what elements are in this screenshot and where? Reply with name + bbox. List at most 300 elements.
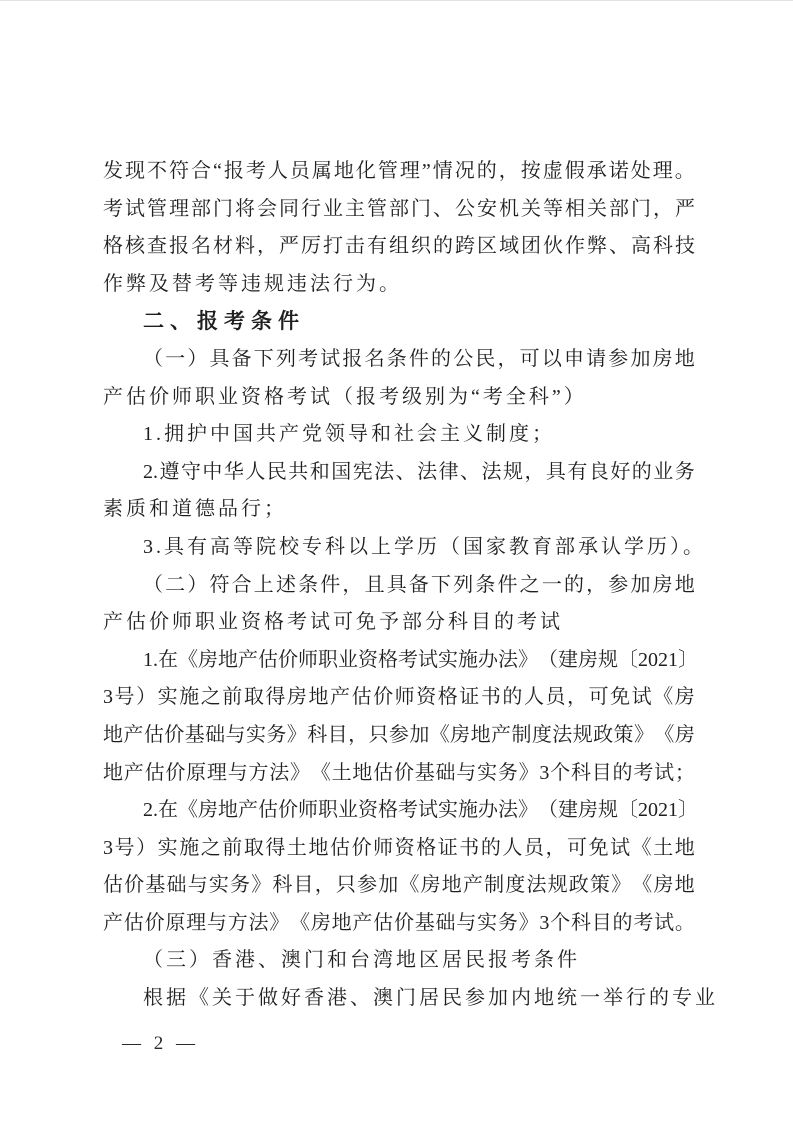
- text-token: 制: [484, 874, 505, 897]
- text-token: 价: [278, 799, 298, 822]
- text-token: 且: [364, 573, 385, 596]
- text-token: 施: [458, 648, 478, 671]
- text-token: 条: [475, 573, 496, 596]
- text-token: ）: [187, 573, 208, 596]
- text-token: 地: [218, 799, 238, 822]
- text-line: 3.具有高等院校专科以上学历（国家教育部承认学历）。: [143, 535, 706, 558]
- text-token: 科: [272, 874, 293, 897]
- text-token: 2.: [143, 799, 158, 822]
- text-token: 规: [572, 723, 593, 746]
- text-token: 施: [179, 686, 200, 709]
- text-token: 础: [205, 723, 226, 746]
- text-token: 取: [243, 686, 264, 709]
- text-token: 房: [420, 874, 441, 897]
- text-token: 产: [330, 686, 351, 709]
- text-token: 的: [612, 761, 633, 784]
- text-token: 土: [331, 761, 352, 784]
- text-token: 办: [478, 799, 498, 822]
- text-token: 合: [231, 573, 252, 596]
- text-token: 况: [454, 160, 475, 182]
- text-token: 《: [429, 723, 450, 746]
- text-token: 只: [335, 874, 356, 897]
- text-line: 产估价师职业资格考试（报考级别为“考全科”）: [103, 385, 587, 408]
- text-token: 核: [125, 235, 145, 258]
- text-line: 产估价师职业资格考试可免予部分科目的考试: [103, 611, 563, 634]
- text-token: 试: [418, 799, 438, 822]
- text-token: ，: [498, 160, 519, 182]
- text-token: 具: [545, 460, 566, 483]
- text-token: 号: [114, 686, 135, 709]
- text-token: 部: [609, 197, 629, 220]
- text-token: 情: [432, 160, 453, 182]
- text-token: 承: [586, 160, 607, 182]
- text-token: 估: [258, 799, 278, 822]
- text-token: 资: [358, 648, 378, 671]
- text-token: 策: [613, 723, 634, 746]
- text-token: 加: [378, 874, 399, 897]
- text-token: 门: [631, 197, 651, 220]
- text-token: 务: [497, 761, 518, 784]
- text-token: 职: [318, 648, 338, 671]
- text-token: 与: [456, 911, 477, 934]
- text-token: 证: [459, 686, 480, 709]
- text-token: 《: [178, 799, 198, 822]
- text-token: 试: [654, 761, 675, 784]
- text-token: 、: [433, 197, 453, 220]
- text-token: 房: [652, 573, 673, 596]
- text-token: 房: [578, 799, 598, 822]
- text-token: ”: [421, 160, 431, 182]
- text-token: 与: [456, 761, 477, 784]
- text-token: 法: [417, 460, 438, 483]
- page-number: — 2 —: [122, 1033, 199, 1054]
- text-token: 技: [675, 235, 695, 258]
- text-token: 产: [103, 911, 123, 934]
- text-token: 书: [459, 836, 480, 859]
- text-token: 《: [399, 874, 420, 897]
- text-token: 2.: [143, 460, 158, 483]
- text-token: 可: [567, 836, 588, 859]
- text-token: 房: [310, 911, 331, 934]
- text-token: 资: [394, 836, 415, 859]
- text-token: 资: [358, 799, 378, 822]
- text-token: 材: [213, 235, 233, 258]
- text-token: 共: [288, 460, 309, 483]
- text-token: 遵: [159, 460, 180, 483]
- text-token: 符: [209, 573, 230, 596]
- text-token: 地: [674, 874, 695, 897]
- text-token: 之: [200, 836, 221, 859]
- text-token: 员: [545, 686, 566, 709]
- text-token: ，: [545, 836, 566, 859]
- text-token: 可: [588, 686, 609, 709]
- text-token: 地: [331, 911, 352, 934]
- text-token: （: [538, 648, 558, 671]
- text-token: 规: [598, 799, 618, 822]
- text-token: 科: [307, 723, 328, 746]
- text-token: 员: [289, 160, 310, 182]
- text-token: 。: [674, 160, 695, 182]
- text-token: 务: [230, 874, 251, 897]
- text-token: 格: [437, 686, 458, 709]
- text-token: 《: [653, 686, 674, 709]
- text-token: 估: [330, 836, 351, 859]
- text-token: 》: [518, 761, 539, 784]
- text-token: 证: [437, 836, 458, 859]
- text-token: 产: [352, 911, 373, 934]
- text-token: 机: [499, 197, 519, 220]
- text-line: 二、报考条件: [143, 310, 305, 334]
- text-token: 策: [589, 874, 610, 897]
- text-token: 础: [435, 911, 456, 934]
- text-token: 不: [147, 160, 167, 182]
- text-line: 素质和道德品行；: [103, 498, 287, 521]
- text-token: 《: [178, 648, 198, 671]
- text-token: 区: [477, 235, 497, 258]
- text-token: 参: [608, 347, 629, 370]
- text-token: 员: [523, 836, 544, 859]
- text-token: 国: [331, 460, 352, 483]
- text-token: 人: [245, 460, 266, 483]
- text-token: 》: [518, 648, 538, 671]
- text-token: 》: [269, 911, 290, 934]
- text-line: [103, 679, 695, 717]
- text-token: 团: [521, 235, 541, 258]
- text-token: 。: [674, 911, 695, 934]
- text-token: 同: [279, 197, 299, 220]
- text-line: [103, 341, 695, 379]
- text-token: 理: [206, 761, 227, 784]
- text-token: 师: [373, 836, 394, 859]
- text-token: 列: [275, 347, 296, 370]
- text-token: 房: [286, 686, 307, 709]
- text-line: [103, 228, 695, 266]
- text-line: [103, 830, 695, 868]
- text-token: 价: [393, 761, 414, 784]
- text-token: 法: [498, 648, 518, 671]
- text-token: 件: [497, 573, 518, 596]
- text-token: 与: [187, 874, 208, 897]
- text-token: 作: [565, 235, 585, 258]
- text-token: 公: [453, 347, 474, 370]
- text-token: 加: [630, 347, 651, 370]
- text-token: 估: [373, 761, 394, 784]
- text-token: 土: [653, 836, 674, 859]
- text-token: 等: [543, 197, 563, 220]
- text-token: 业: [323, 197, 343, 220]
- text-token: 名: [364, 347, 385, 370]
- text-token: 请: [586, 347, 607, 370]
- text-token: 参: [388, 723, 409, 746]
- text-token: 律: [438, 460, 459, 483]
- text-token: 基: [414, 761, 435, 784]
- text-token: 考: [633, 761, 654, 784]
- text-token: 价: [393, 911, 414, 934]
- text-token: 二: [165, 573, 186, 596]
- text-token: 民: [475, 347, 496, 370]
- text-token: 地: [674, 347, 695, 370]
- text-token: 》: [286, 723, 307, 746]
- text-token: 中: [202, 460, 223, 483]
- text-token: 试: [654, 911, 675, 934]
- text-token: 原: [165, 911, 186, 934]
- text-token: 格: [378, 648, 398, 671]
- text-token: 师: [298, 799, 318, 822]
- text-token: 管: [147, 197, 167, 220]
- text-token: 地: [103, 761, 123, 784]
- text-token: 务: [497, 911, 518, 934]
- text-token: 基: [414, 911, 435, 934]
- text-token: 试: [320, 347, 341, 370]
- text-token: 与: [225, 723, 246, 746]
- text-token: 考: [245, 160, 266, 182]
- text-token: 》: [611, 874, 632, 897]
- text-token: 目: [327, 723, 348, 746]
- text-token: ）: [136, 686, 157, 709]
- text-token: 考: [633, 911, 654, 934]
- text-token: 地: [333, 160, 354, 182]
- text-token: 房: [578, 648, 598, 671]
- text-token: 估: [103, 874, 123, 897]
- text-token: 关: [587, 197, 607, 220]
- text-token: 书: [480, 686, 501, 709]
- text-token: 度: [505, 874, 526, 897]
- text-token: 取: [243, 836, 264, 859]
- text-token: 》: [518, 799, 538, 822]
- text-token: 地: [352, 761, 373, 784]
- text-token: 实: [477, 761, 498, 784]
- text-token: 理: [169, 197, 189, 220]
- text-token: 房: [652, 347, 673, 370]
- text-token: 主: [345, 197, 365, 220]
- text-token: 的: [612, 911, 633, 934]
- text-token: 弊: [587, 235, 607, 258]
- text-token: 只: [368, 723, 389, 746]
- text-token: 前: [222, 686, 243, 709]
- text-token: 加: [630, 573, 651, 596]
- text-line: 1.拥护中国共产党领导和社会主义制度；: [143, 423, 555, 446]
- text-token: 的: [502, 686, 523, 709]
- text-line: [103, 191, 695, 229]
- text-token: 虚: [542, 160, 563, 182]
- text-token: 》: [518, 911, 539, 934]
- text-token: 、: [460, 460, 481, 483]
- text-token: 实: [208, 874, 229, 897]
- text-token: 目: [591, 761, 612, 784]
- text-token: 地: [308, 686, 329, 709]
- text-line: [103, 792, 698, 830]
- text-token: 法: [552, 723, 573, 746]
- text-token: 有: [567, 460, 588, 483]
- text-token: 度: [531, 723, 552, 746]
- text-token: 地: [103, 723, 123, 746]
- text-token: 理: [652, 160, 673, 182]
- text-token: 价: [278, 648, 298, 671]
- text-token: 考: [398, 648, 418, 671]
- text-token: 规: [547, 874, 568, 897]
- text-token: 件: [408, 347, 429, 370]
- text-token: 具: [209, 347, 230, 370]
- text-token: 价: [164, 723, 185, 746]
- text-token: 免: [610, 686, 631, 709]
- text-token: 产: [123, 761, 144, 784]
- text-token: 部: [191, 197, 211, 220]
- text-token: 伙: [543, 235, 563, 258]
- text-token: 建: [558, 799, 578, 822]
- text-token: 础: [166, 874, 187, 897]
- text-token: 域: [499, 235, 519, 258]
- text-token: 试: [631, 686, 652, 709]
- text-token: 格: [103, 235, 123, 258]
- text-token: 下: [431, 573, 452, 596]
- text-token: 组: [389, 235, 409, 258]
- text-token: 得: [265, 686, 286, 709]
- text-token: 建: [558, 648, 578, 671]
- text-token: 考: [398, 799, 418, 822]
- text-token: 的: [563, 573, 584, 596]
- text-token: 基: [145, 874, 166, 897]
- text-token: 之: [519, 573, 540, 596]
- text-token: 与: [227, 761, 248, 784]
- text-token: 务: [266, 723, 287, 746]
- text-token: 价: [165, 761, 186, 784]
- text-token: 、: [395, 460, 416, 483]
- text-token: 估: [373, 911, 394, 934]
- text-token: 2021: [638, 648, 678, 671]
- text-token: 方: [227, 911, 248, 934]
- text-token: 房: [674, 686, 695, 709]
- text-token: 法: [481, 460, 502, 483]
- text-token: 一: [165, 347, 186, 370]
- text-token: 科: [653, 235, 673, 258]
- text-token: 现: [125, 160, 145, 182]
- text-token: 考: [103, 197, 123, 220]
- text-token: ，: [653, 197, 673, 220]
- text-token: 1.: [143, 648, 158, 671]
- text-token: 击: [345, 235, 365, 258]
- text-token: 以: [541, 347, 562, 370]
- text-token: 行: [301, 197, 321, 220]
- text-token: 3: [539, 911, 550, 934]
- text-token: 参: [357, 874, 378, 897]
- text-token: 估: [123, 911, 144, 934]
- text-line: [103, 642, 698, 680]
- text-token: 》: [251, 874, 272, 897]
- text-token: 守: [180, 460, 201, 483]
- text-token: 试: [610, 836, 631, 859]
- text-token: 3: [539, 761, 550, 784]
- text-token: ，: [586, 573, 607, 596]
- text-token: 号: [114, 836, 135, 859]
- text-token: 产: [491, 723, 512, 746]
- text-token: 师: [394, 686, 415, 709]
- text-token: 相: [565, 197, 585, 220]
- text-token: 查: [147, 235, 167, 258]
- text-line: [103, 755, 695, 793]
- text-token: 地: [674, 573, 695, 596]
- text-token: 下: [253, 347, 274, 370]
- text-token: 格: [378, 799, 398, 822]
- text-token: 房: [450, 723, 471, 746]
- text-token: 规: [598, 648, 618, 671]
- text-token: 法: [498, 799, 518, 822]
- text-token: 的: [476, 160, 497, 182]
- text-token: 人: [267, 160, 288, 182]
- text-line: [103, 153, 695, 191]
- text-token: 会: [257, 197, 277, 220]
- text-token: 关: [521, 197, 541, 220]
- text-token: 地: [470, 723, 491, 746]
- text-token: 方: [248, 761, 269, 784]
- text-line: 根据《关于做好香港、澳门居民参加内地统一举行的专业: [143, 987, 718, 1010]
- text-token: 、: [609, 235, 629, 258]
- text-token: 具: [386, 573, 407, 596]
- text-token: ，: [497, 347, 518, 370]
- text-token: 严: [279, 235, 299, 258]
- text-token: 房: [674, 723, 695, 746]
- text-token: 诺: [608, 160, 629, 182]
- text-token: 目: [293, 874, 314, 897]
- text-token: ，: [524, 460, 545, 483]
- text-token: 施: [458, 799, 478, 822]
- text-token: 法: [374, 460, 395, 483]
- text-token: 》: [290, 761, 311, 784]
- text-token: 前: [222, 836, 243, 859]
- text-token: 价: [373, 686, 394, 709]
- text-token: 试: [125, 197, 145, 220]
- text-token: 科: [570, 761, 591, 784]
- text-line: [103, 717, 695, 755]
- text-token: （: [143, 347, 163, 370]
- text-token: 估: [258, 648, 278, 671]
- text-token: 料: [235, 235, 255, 258]
- text-token: 符: [169, 160, 189, 182]
- text-line: （三）香港、澳门和台湾地区居民报考条件: [143, 949, 580, 972]
- text-token: 《: [310, 761, 331, 784]
- text-token: 地: [218, 648, 238, 671]
- text-token: 格: [416, 836, 437, 859]
- text-token: ，: [257, 235, 277, 258]
- text-token: 政: [593, 723, 614, 746]
- text-token: 门: [213, 197, 233, 220]
- text-token: 〔: [618, 648, 638, 671]
- text-token: 之: [200, 686, 221, 709]
- text-token: 得: [265, 836, 286, 859]
- text-token: （: [538, 799, 558, 822]
- text-token: 述: [275, 573, 296, 596]
- text-token: 个: [550, 761, 571, 784]
- text-token: 华: [223, 460, 244, 483]
- text-token: 一: [541, 573, 562, 596]
- text-token: 资: [416, 686, 437, 709]
- text-token: 门: [411, 197, 431, 220]
- text-token: 处: [630, 160, 651, 182]
- text-token: 实: [438, 648, 458, 671]
- text-token: 原: [186, 761, 207, 784]
- text-token: ，: [314, 874, 335, 897]
- text-token: 《: [654, 723, 675, 746]
- text-token: 民: [266, 460, 287, 483]
- text-token: 参: [608, 573, 629, 596]
- text-token: ，: [348, 723, 369, 746]
- text-token: 在: [158, 648, 178, 671]
- text-token: 人: [502, 836, 523, 859]
- text-token: 价: [144, 911, 165, 934]
- document-body-text: [103, 153, 718, 1018]
- text-token: 法: [248, 911, 269, 934]
- text-token: 属: [311, 160, 332, 182]
- text-token: 的: [480, 836, 501, 859]
